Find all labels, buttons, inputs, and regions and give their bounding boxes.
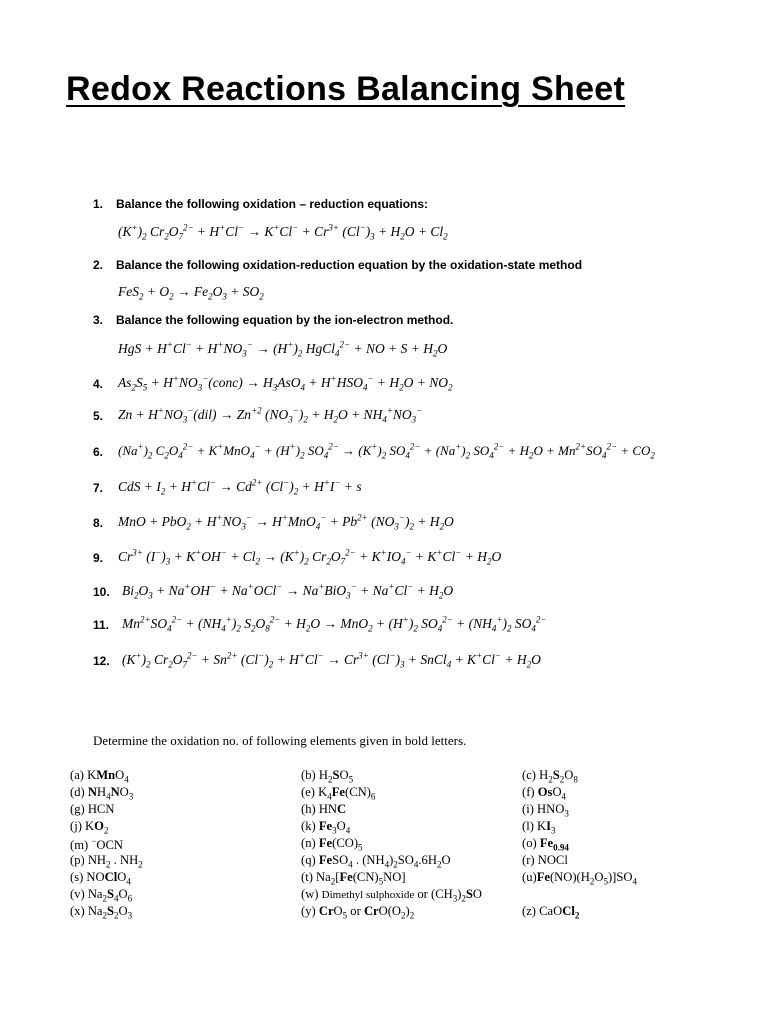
ox-item-q: (q) FeSO$_4$ . $(NH_4)_2SO_4.6H_2O$	[301, 853, 451, 870]
question-number: 1.	[93, 197, 104, 211]
question-instruction: Balance the following oxidation – reduction equations:	[116, 197, 429, 211]
question-number: 4.	[93, 377, 104, 391]
question-number: 2.	[93, 258, 104, 272]
page-title: Redox Reactions Balancing Sheet	[66, 70, 626, 108]
ox-item-b: (b) $H_2SO_5$	[301, 768, 354, 785]
equation-12: $(K^+)_2$ $Cr_2O_7^{2-} + Sn^{2+}$ $(Cl^-)_2 + H^+Cl^- \to Cr^{3+}$ $(Cl^-)_3$ + SnCl$_4$ + $K^+Cl^- + H_2O$	[122, 650, 541, 670]
ox-item-l: (l) $KI_3$	[522, 819, 556, 836]
ox-item-x: (x) $Na_2S_2O_3$	[70, 904, 133, 921]
equation-8: MnO + $PbO_2 + H^+NO_3^- \to H^+MnO_4^- + Pb^{2+}$ $(NO_3^-)_2 + H_2O$	[118, 512, 454, 532]
ox-item-d: (d) $NH_4NO_3$	[70, 785, 134, 802]
ox-item-z: (z) CaOCl$_2$	[522, 904, 580, 921]
ox-item-m: (m) −OCN	[70, 836, 124, 853]
question-number: 6.	[93, 445, 104, 459]
question-number: 9.	[93, 551, 104, 565]
question-number: 7.	[93, 481, 104, 495]
oxidation-heading: Determine the oxidation no. of following elements given in bold letters.	[93, 733, 467, 748]
ox-item-p: (p) $NH_2$ . $NH_2$	[70, 853, 143, 870]
equation-2: $FeS_2 + O_2 \to Fe_2O_3 + SO_2$	[118, 284, 264, 302]
ox-item-j: (j) $KO_2$	[70, 819, 109, 836]
question-number: 10.	[93, 585, 110, 599]
ox-item-s: (s) NOClO$_4$	[70, 870, 131, 887]
ox-item-a: (a) KMnO$_4$	[70, 768, 129, 785]
equation-1: $(K^+)_2$ $Cr_2O_7^{2-} + H^+Cl^- \to K^+Cl^- + Cr^{3+}$ $(Cl^-)_3 + H_2O + Cl_2$	[118, 222, 448, 242]
ox-item-o: (o) $Fe_{0.94}$	[522, 836, 569, 853]
equation-6: $(Na^+)_2$ $C_2O_4^{2-} + K^+MnO_4^- + (H^+)_2$ $SO_4^{2-} \to (K^+)_2$ $SO_4^{2-} + (Na^+)_2$ $SO_4^{2-} + H_2O + Mn^{2+}SO_4^{2-} + CO_2$	[118, 441, 655, 461]
equation-10: $Bi_2O_3 + Na^+OH^- + Na^+OCl^- \to Na^+BiO_3^- + Na^+Cl^- + H_2O$	[122, 581, 454, 601]
equation-7: CdS + $I_2 + H^+Cl^- \to Cd^{2+}$ $(Cl^-)_2 + H^+I^- + s$	[118, 477, 362, 497]
ox-item-f: (f) OsO$_4$	[522, 785, 567, 802]
ox-item-k: (k) $Fe_3O_4$	[301, 819, 351, 836]
ox-item-c: (c) $H_2S_2O_8$	[522, 768, 578, 785]
ox-item-w: (w) Dimethyl sulphoxide or $(CH_3)_2SO$	[301, 887, 483, 904]
ox-item-g: (g) HCN	[70, 802, 115, 816]
equation-11: $Mn^{2+}SO_4^{2-} + (NH_4^+)_2$ $S_2O_8^{2-} + H_2O \to MnO_2 + (H^+)_2$ $SO_4^{2-} + (NH_4^+)_2$ $SO_4^{2-}$	[122, 614, 547, 634]
question-number: 8.	[93, 516, 104, 530]
equation-4: $As_2S_5$ + $H^+NO_3^-(conc) \to H_3AsO_4 + H^+HSO_4^- + H_2O + NO_2$	[118, 373, 453, 393]
ox-item-y: (y) CrO$_5$ or $CrO(O_2)_2$	[301, 904, 415, 921]
ox-item-u: $(u)Fe(NO)(H_2O_5)]SO_4$	[522, 870, 637, 887]
question-number: 5.	[93, 409, 104, 423]
ox-item-n: (n) $Fe(CO)_5$	[301, 836, 363, 853]
question-instruction: Balance the following equation by the ion-electron method.	[116, 313, 454, 327]
question-number: 11.	[93, 618, 110, 632]
ox-item-v: (v) $Na_2S_4O_6$	[70, 887, 133, 904]
question-number: 12.	[93, 654, 110, 668]
equation-9: $Cr^{3+}$ $(I^-)_3 + K^+OH^- + Cl_2 \to (K^+)_2$ $Cr_2O_7^{2-} + K^+IO_4^- + K^+Cl^- + H_2O$	[118, 547, 502, 567]
ox-item-e: (e) $K_4Fe(CN)_6$	[301, 785, 376, 802]
question-number: 3.	[93, 313, 104, 327]
question-instruction: Balance the following oxidation-reduction equation by the oxidation-state method	[116, 258, 583, 272]
equation-3: HgS + $H^+Cl^- + H^+NO_3^- \to (H^+)_2$ HgCl$_4^{2-}$ + NO + $S + H_2O$	[118, 339, 448, 359]
ox-item-r: (r) NOCl	[522, 853, 568, 867]
equation-5: $Zn + H^+NO_3^-(dil) \to Zn^{+2}$ $(NO_3^-)_2 + H_2O + NH_4^+NO_3^-$	[118, 405, 423, 425]
ox-item-t: (t) $Na_2[Fe(CN)_5NO]$	[301, 870, 406, 887]
ox-item-h: (h) HNC	[301, 802, 347, 816]
ox-item-i: (i) $HNO_3$	[522, 802, 569, 819]
